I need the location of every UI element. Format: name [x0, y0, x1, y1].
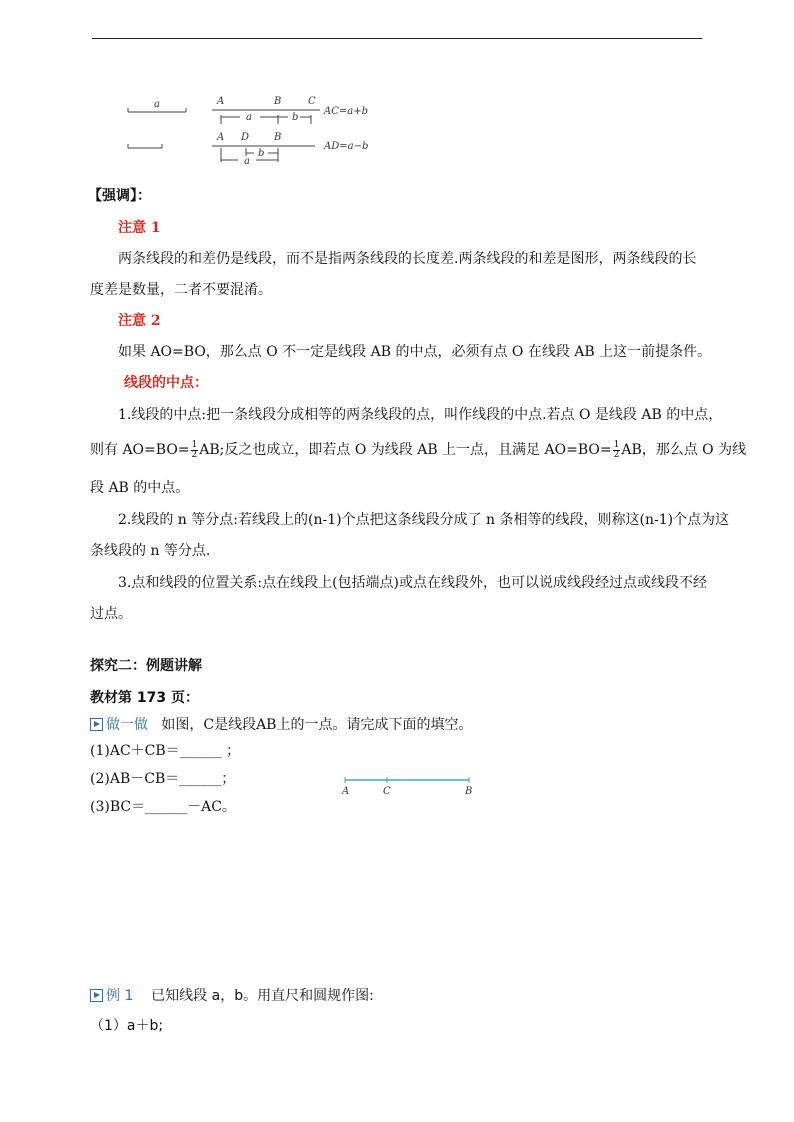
example-1-line	[90, 986, 374, 1006]
note1-line2: 度差是数量，二者不要混淆。	[90, 282, 272, 298]
midpoint-item1-line2	[90, 440, 746, 460]
midpoint-item2-line2: 条线段的 n 等分点.	[90, 543, 211, 559]
midpoint-item2-line1: 2.线段的 n 等分点:若线段上的(n-1)个点把这条线段分成了 n 条相等的线段，则称这(n-1)个点为这	[118, 512, 730, 528]
note1-line1: 两条线段的和差仍是线段，而不是指两条线段的长度差.两条线段的和差是图形，两条线段的长	[118, 251, 697, 267]
mid1-part-b: AB;反之也成立，即若点 O 为线段 AB 上一点，且满足 AO=BO=	[199, 442, 612, 458]
half-fraction-2: $\frac{1}{2}$	[613, 439, 620, 460]
midpoint-item1-line1: 1.线段的中点:把一条线段分成相等的两条线段的点，叫作线段的中点.若点 O 是线段 AB 的中点，	[118, 407, 723, 423]
note2-line1: 如果 AO=BO，那么点 O 不一定是线段 AB 的中点，必须有点 O 在线段 AB 上这一前提条件。	[118, 344, 712, 360]
question-3: (3)BC＝______－AC。	[90, 799, 236, 815]
segment-acb-figure	[338, 772, 478, 802]
question-2: (2)AB－CB＝______；	[90, 771, 236, 787]
row1-point-a: A	[217, 96, 225, 107]
example-text: 已知线段 a，b。用直尺和圆规作图:	[151, 988, 374, 1004]
emphasis-heading: 【强调】：	[88, 188, 151, 204]
try-it-text: 如图，C是线段AB上的一点。请完成下面的填空。	[161, 717, 473, 733]
row2-inner-b: b	[258, 148, 265, 159]
mid1-part-a: 则有 AO=BO=	[90, 442, 190, 458]
segment-sum-diff-figure	[120, 90, 380, 170]
try-it-label: 做一做	[106, 717, 148, 733]
row2-point-a: A	[217, 132, 225, 143]
row1-equation: AC=a+b	[324, 106, 368, 117]
question-1: (1)AC＋CB＝______ ；	[90, 743, 241, 759]
example-label: 例 1	[106, 988, 134, 1004]
mid1-part-c: AB，那么点 O 为线	[621, 442, 747, 458]
fig-point-a: A	[342, 786, 350, 797]
fig-point-c: C	[383, 786, 391, 797]
row2-point-b: B	[274, 132, 282, 143]
row1-inner-b: b	[292, 112, 299, 123]
row2-point-d: D	[241, 132, 250, 143]
midpoint-item1-line3: 段 AB 的中点。	[90, 480, 190, 496]
try-it-line	[90, 715, 472, 735]
play-icon	[90, 718, 103, 731]
row1-point-b: B	[274, 96, 282, 107]
note2-title: 注意 2	[118, 313, 161, 329]
row1-point-c: C	[308, 96, 316, 107]
note1-title: 注意 1	[118, 220, 161, 236]
header-rule	[92, 38, 702, 39]
half-fraction: $\frac{1}{2}$	[191, 439, 198, 460]
midpoint-item3-line2: 过点。	[90, 606, 132, 622]
textbook-reference: 教材第 173 页：	[90, 690, 199, 706]
example-question-1: （1）a＋b;	[90, 1018, 164, 1034]
fig-point-b: B	[465, 786, 473, 797]
play-icon	[90, 989, 103, 1002]
midpoint-item3-line1: 3.点和线段的位置关系:点在线段上(包括端点)或点在线段外，也可以说成线段经过点或线段不经	[118, 575, 707, 591]
row1-inner-a: a	[246, 112, 252, 123]
midpoint-title: 线段的中点：	[124, 375, 208, 391]
row2-equation: AD=a−b	[324, 141, 369, 152]
explore-heading: 探究二：例题讲解	[90, 658, 202, 674]
row2-inner-a: a	[244, 156, 250, 167]
seg-a-label: a	[154, 99, 160, 110]
